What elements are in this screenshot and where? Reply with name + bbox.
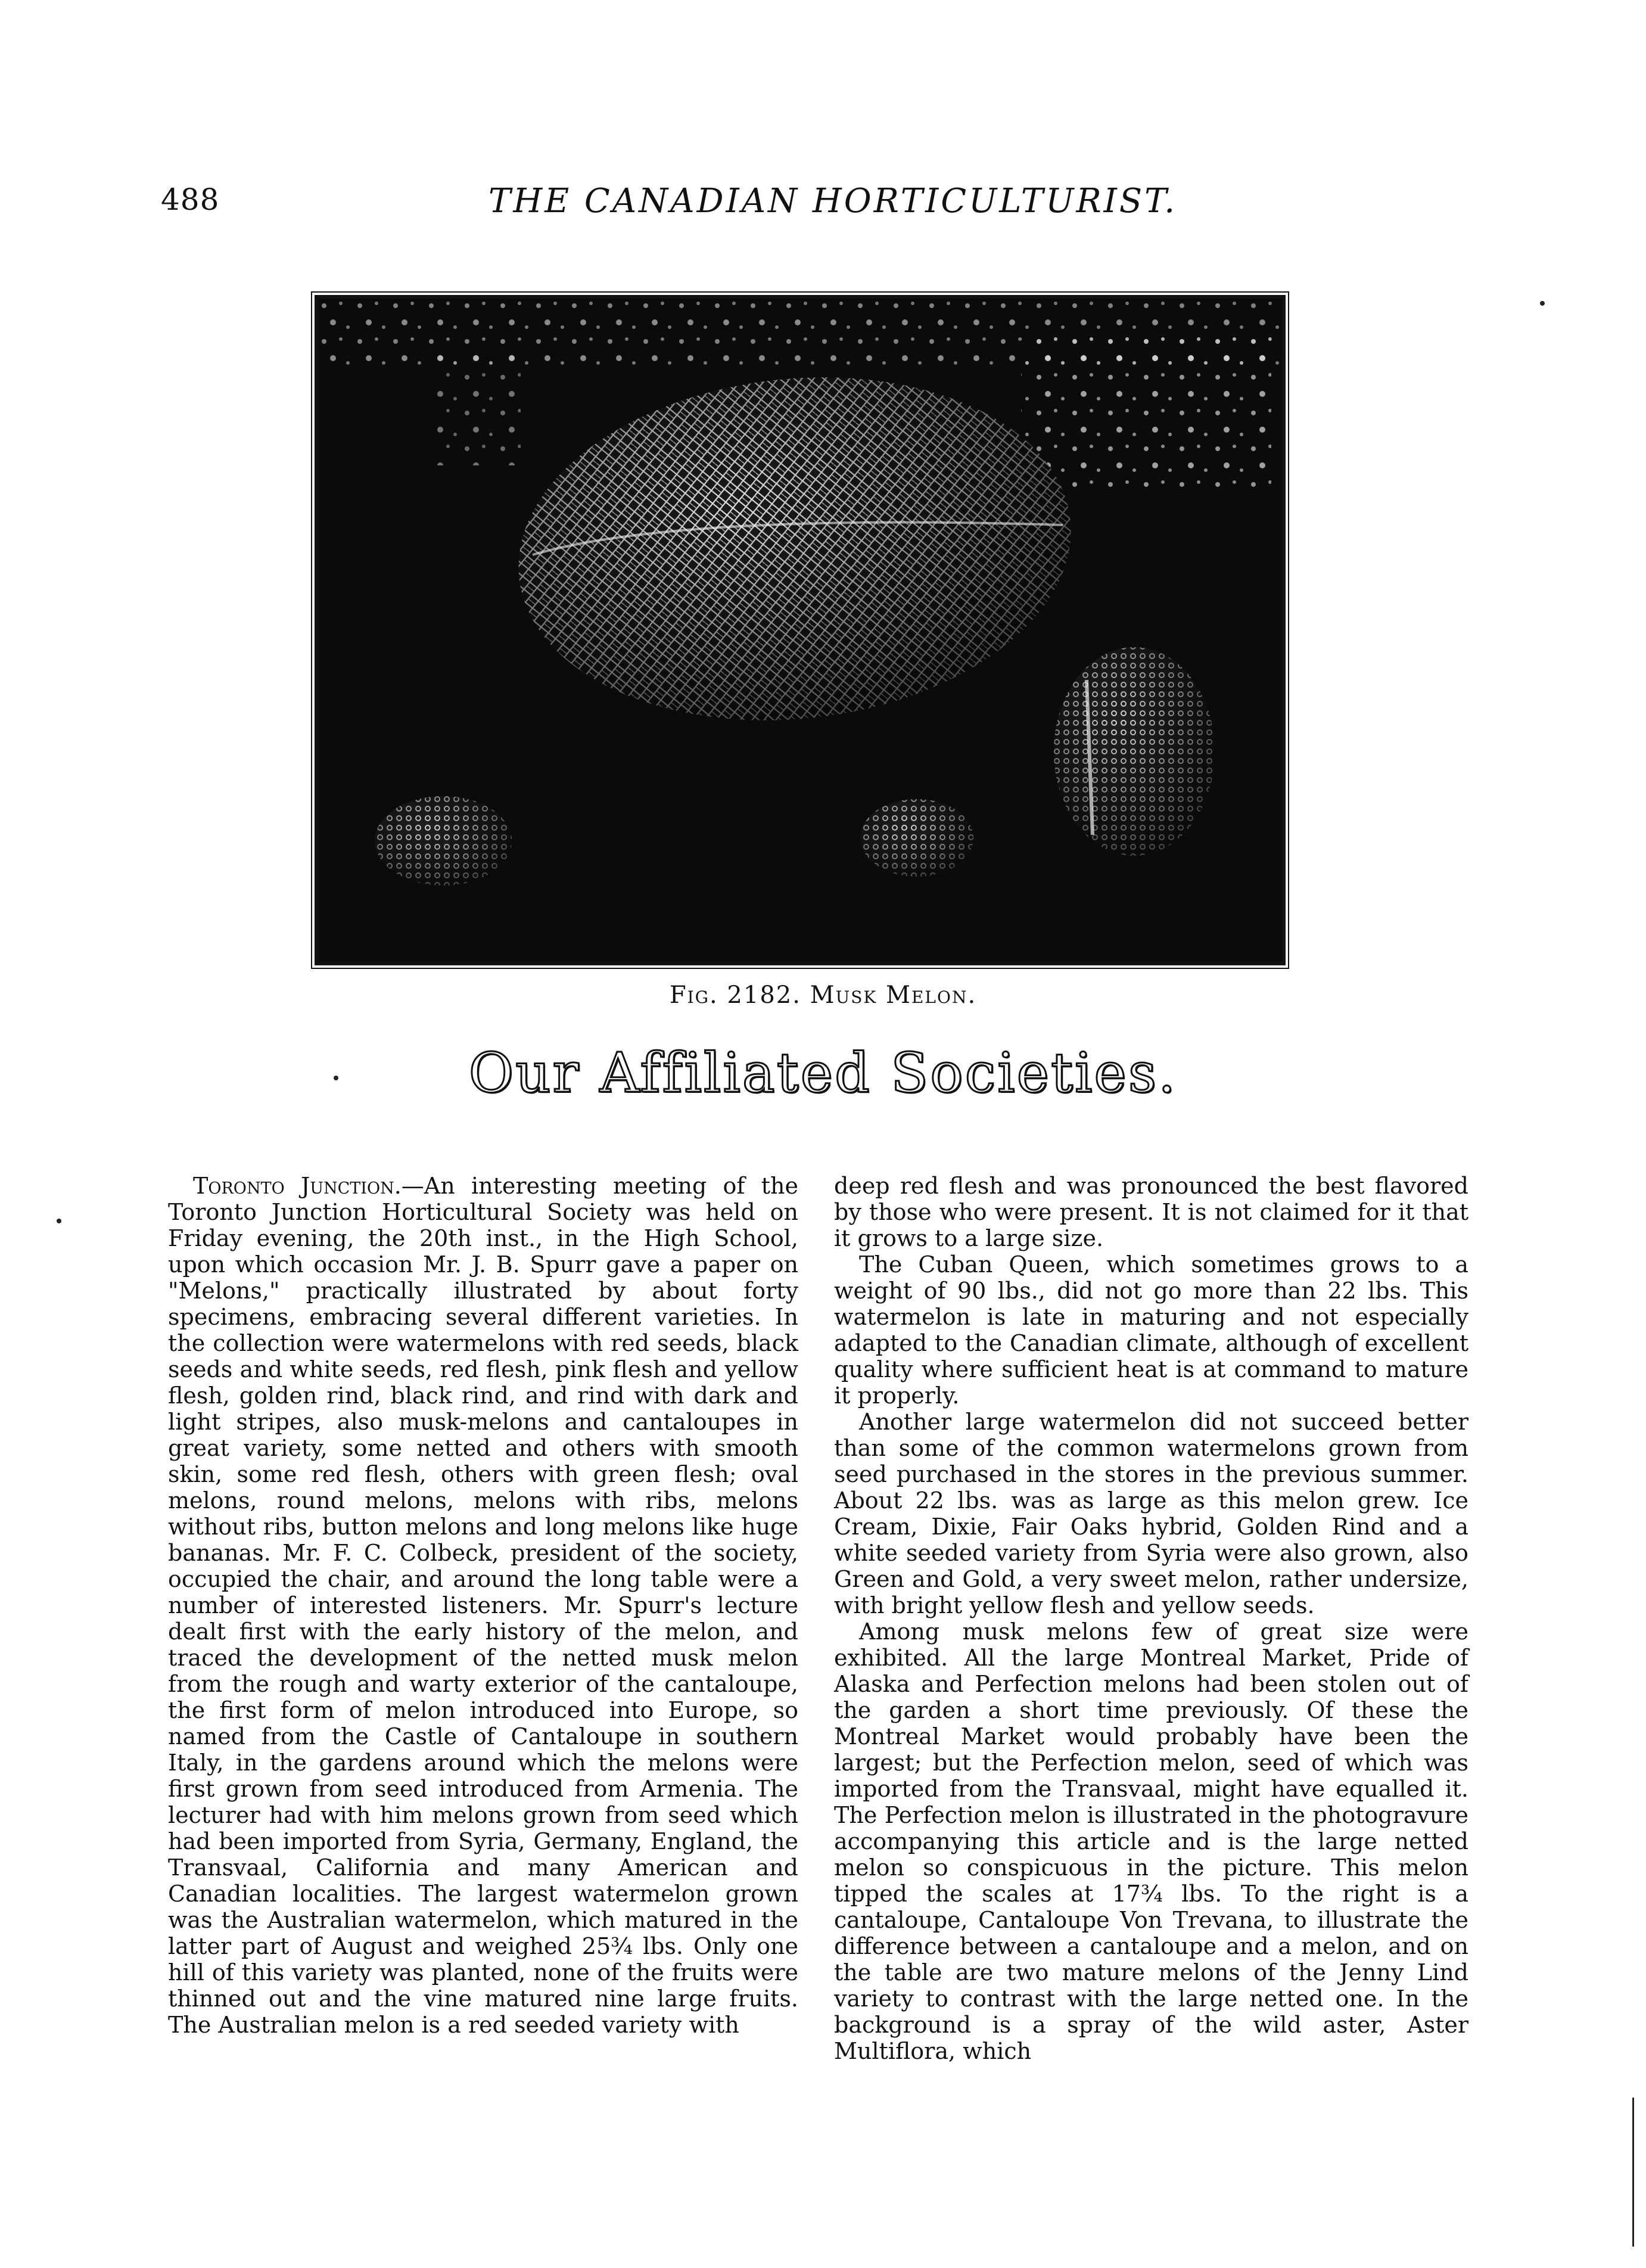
aster-spray-right xyxy=(1021,334,1271,489)
article-paragraph: The Cuban Queen, which sometimes grows to a weight of 90 lbs., did not go more than 22 lbs. This watermelon is late in maturing and not especially adapted to the Canadian climate, although of excellent quality where sufficient heat is at command to mature it properly. xyxy=(834,1251,1468,1409)
article-paragraph: deep red flesh and was pronounced the best flavored by those who were present. It is not claimed for it that it grows to a large size. xyxy=(834,1173,1468,1251)
musk-melon-photograph xyxy=(315,295,1286,965)
left-column xyxy=(168,1173,798,2038)
jenny-lind-melon-center xyxy=(860,799,973,877)
stray-dot xyxy=(1540,301,1545,306)
cantaloupe-von-trevana xyxy=(1054,647,1215,856)
running-title: THE CANADIAN HORTICULTURIST. xyxy=(488,182,1178,220)
article-paragraph: Among musk melons few of great size were exhibited. All the large Montreal Market, Pride of Alaska and Perfection melons had been stolen out of the garden a short time previously. Of these the Montreal Market would probably have been the largest; but the Perfection melon, seed of which was imported from the Transvaal, might have equalled it. The Perfection melon is illustrated in the photogravure accompanying this article and is the large netted melon so conspicuous in the picture. This melon tipped the scales at 17¾ lbs. To the right is a cantaloupe, Cantaloupe Von Trevana, to illustrate the difference between a cantaloupe and a melon, and on the table are two mature melons of the Jenny Lind variety to contrast with the large netted one. In the background is a spray of the wild aster, Aster Multiflora, which xyxy=(834,1618,1468,2064)
article-paragraph xyxy=(168,1173,798,2038)
page-number: 488 xyxy=(161,182,220,217)
aster-spray-left xyxy=(437,346,521,465)
stray-dot xyxy=(334,1076,338,1080)
melon-illustration xyxy=(318,299,1282,962)
article-paragraph: Another large watermelon did not succeed better than some of the common watermelons grown from seed purchased in the stores in the previous summer. About 22 lbs. was as large as this melon grew. Ice Cream, Dixie, Fair Oaks hybrid, Golden Rind and a white seeded variety from Syria were also grown, also Green and Gold, a very sweet melon, rather undersize, with bright yellow flesh and yellow seeds. xyxy=(834,1409,1468,1618)
right-column xyxy=(834,1173,1468,2064)
society-lead: Toronto Junction. xyxy=(193,1173,402,1199)
figure-caption: Fig. 2182. Musk Melon. xyxy=(669,981,977,1009)
section-title: Our Affiliated Societies. xyxy=(468,1041,1178,1105)
stray-dot xyxy=(57,1219,61,1223)
paragraph-text: —An interesting meeting of the Toronto Junction Horticultural Society was held on Friday evening, the 20th inst., in the High School, upon which occasion Mr. J. B. Spurr gave a paper on "Melons," practically illustrated by about forty specimens, embracing several different varieties. In the collection were watermelons with red seeds, black seeds and white seeds, red flesh, pink flesh and yellow flesh, golden rind, black rind, and rind with dark and light stripes, also musk-melons and cantaloupes in great variety, some netted and others with smooth skin, some red flesh, others with green flesh; oval melons, round melons, melons with ribs, melons without ribs, button melons and long melons like huge bananas. Mr. F. C. Colbeck, president of the society, occupied the chair, and around the long table were a number of interested listeners. Mr. Spurr's lecture dealt first with the early history of the melon, and traced the development of the netted musk melon from the rough and warty exterior of the cantaloupe, the first form of melon introduced into Europe, so named from the Castle of Cantaloupe in southern Italy, in the gardens around which the melons were first grown from seed introduced from Armenia. The lecturer had with him melons grown from seed which had been imported from Syria, Germany, England, the Transvaal, California and many American and Canadian localities. The largest watermelon grown was the Australian watermelon, which matured in the latter part of August and weighed 25¾ lbs. Only one hill of this variety was planted, none of the fruits were thinned out and the vine matured nine large fruits. The Australian melon is a red seeded variety with xyxy=(168,1173,798,2038)
jenny-lind-melon-left xyxy=(375,796,512,886)
page-edge-mark xyxy=(1632,2098,1634,2247)
